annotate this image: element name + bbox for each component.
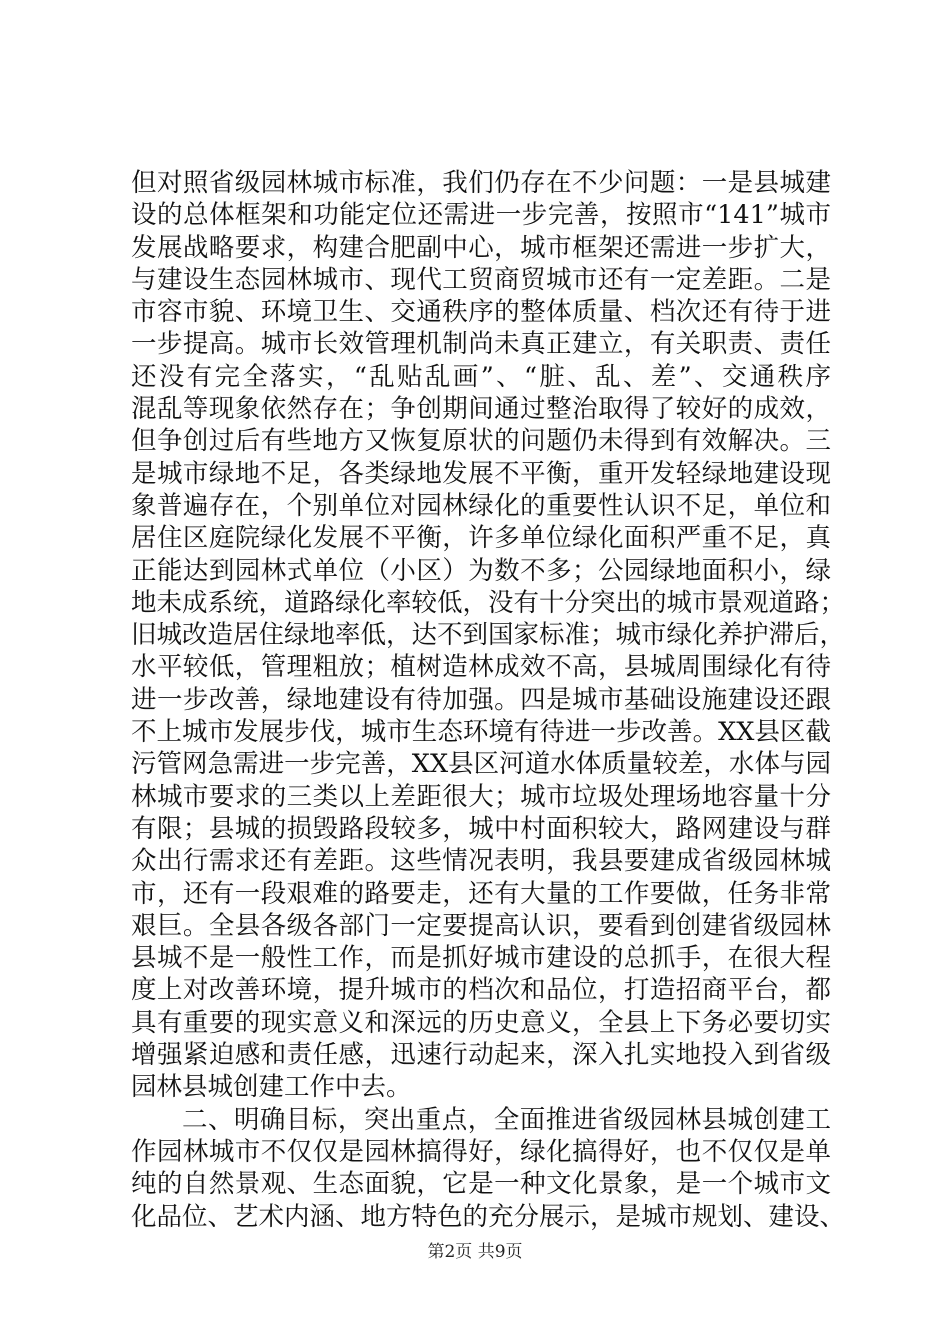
- text-line: 艰巨。全县各级各部门一定要提高认识，要看到创建省级园林: [131, 910, 831, 941]
- paragraph-end-line: 园林县城创建工作中去。: [131, 1072, 412, 1103]
- text-line: 众出行需求还有差距。这些情况表明，我县要建成省级园林城: [131, 846, 831, 877]
- text-line: 市，还有一段艰难的路要走，还有大量的工作要做，任务非常: [131, 878, 831, 909]
- text-line: 一步提高。城市长效管理机制尚未真正建立，有关职责、责任: [131, 329, 831, 360]
- text-line: 污管网急需进一步完善，XX县区河道水体质量较差，水体与园: [131, 749, 831, 780]
- text-line: 还没有完全落实，“乱贴乱画”、“脏、乱、差”、交通秩序: [131, 361, 831, 392]
- text-line: 与建设生态园林城市、现代工贸商贸城市还有一定差距。二是: [131, 264, 831, 295]
- text-line: 发展战略要求，构建合肥副中心，城市框架还需进一步扩大，: [131, 232, 831, 263]
- text-line: 但争创过后有些地方又恢复原状的问题仍未得到有效解决。三: [131, 426, 831, 457]
- body-text: [131, 167, 846, 1233]
- page-number-footer: 第2页 共9页: [427, 1242, 523, 1262]
- text-line: 市容市貌、环境卫生、交通秩序的整体质量、档次还有待于进: [131, 297, 831, 328]
- text-line: 林城市要求的三类以上差距很大；城市垃圾处理场地容量十分: [131, 781, 831, 812]
- text-line: 象普遍存在，个别单位对园林绿化的重要性认识不足，单位和: [131, 490, 831, 521]
- text-line: 纯的自然景观、生态面貌，它是一种文化景象，是一个城市文: [131, 1169, 831, 1200]
- text-line: 进一步改善，绿地建设有待加强。四是城市基础设施建设还跟: [131, 684, 831, 715]
- text-line: 水平较低，管理粗放；植树造林成效不高，县城周围绿化有待: [131, 652, 831, 683]
- section-heading-line: 二、明确目标，突出重点，全面推进省级园林县城创建工: [182, 1104, 831, 1135]
- text-line: 居住区庭院绿化发展不平衡，许多单位绿化面积严重不足，真: [131, 523, 831, 554]
- text-line: 度上对改善环境，提升城市的档次和品位，打造招商平台，都: [131, 975, 831, 1006]
- text-line: 是城市绿地不足，各类绿地发展不平衡，重开发轻绿地建设现: [131, 458, 831, 489]
- text-line: 县城不是一般性工作，而是抓好城市建设的总抓手，在很大程: [131, 943, 831, 974]
- text-line: 具有重要的现实意义和深远的历史意义，全县上下务必要切实: [131, 1007, 831, 1038]
- text-line: 增强紧迫感和责任感，迅速行动起来，深入扎实地投入到省级: [131, 1040, 831, 1071]
- text-line: 混乱等现象依然存在；争创期间通过整治取得了较好的成效，: [131, 394, 831, 425]
- text-line: 设的总体框架和功能定位还需进一步完善，按照市“141”城市: [131, 200, 831, 231]
- text-line: 化品位、艺术内涵、地方特色的充分展示，是城市规划、建设、: [131, 1201, 846, 1232]
- text-line: 地未成系统，道路绿化率较低，没有十分突出的城市景观道路；: [131, 587, 846, 618]
- text-line: 不上城市发展步伐，城市生态环境有待进一步改善。XX县区截: [131, 717, 831, 748]
- text-line: 作园林城市不仅仅是园林搞得好，绿化搞得好，也不仅仅是单: [131, 1136, 831, 1167]
- text-line: 旧城改造居住绿地率低，达不到国家标准；城市绿化养护滞后，: [131, 620, 846, 651]
- text-line: 但对照省级园林城市标准，我们仍存在不少问题：一是县城建: [131, 168, 831, 198]
- text-line: 正能达到园林式单位（小区）为数不多；公园绿地面积小，绿: [131, 555, 831, 586]
- text-line: 有限；县城的损毁路段较多，城中村面积较大，路网建设与群: [131, 813, 831, 844]
